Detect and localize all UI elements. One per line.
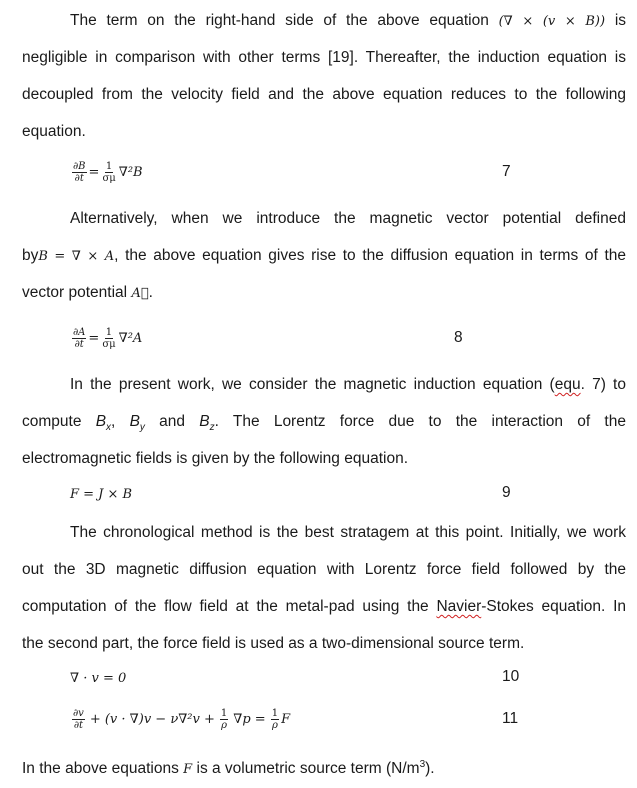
paragraph-4-line-3: computation of the flow field at the metal-pad using the Navier-Stokes equation. In	[22, 598, 626, 615]
paragraph-4-line-1: The chronological method is the best stratagem at this point. Initially, we work	[70, 524, 626, 541]
paragraph-1-line-1: The term on the right-hand side of the above equation (∇ × (v × B)) is	[70, 12, 627, 29]
paragraph-2-line-3: vector potential A⃗.	[22, 284, 153, 301]
fraction: $\frac{1}{\rho}$	[271, 707, 279, 731]
fraction: $\frac{\partial v}{\partial t}$	[73, 707, 84, 731]
equation-9: F = J × B	[70, 486, 133, 502]
equation-number-9: 9	[502, 484, 511, 501]
equation-10: ∇ · v = 0	[70, 670, 127, 686]
equation-number-8: 8	[454, 329, 463, 346]
equation-8: $\frac{\partial A}{\partial t}$ = $\frac{1}{\sigma\mu}$ ∇²A	[73, 326, 143, 350]
paragraph-1-line-4: equation.	[22, 123, 86, 140]
equation-11: $\frac{\partial v}{\partial t}$ + (v · ∇)v − ν∇²v + $\frac{1}{\rho}$ ∇p = $\frac{1}{\rho}$ F	[73, 707, 291, 731]
paragraph-5	[22, 746, 626, 783]
paragraph-3	[22, 366, 626, 477]
paragraph-2	[22, 200, 626, 311]
paragraph-3-line-2: compute $B_x$, $B_y$ and $B_z$. The Lorentz force due to the interaction of the	[22, 413, 626, 434]
equation-number-10: 10	[502, 668, 520, 685]
paragraph-4-line-4: the second part, the force field is used as a two-dimensional source term.	[22, 635, 525, 652]
paragraph-3-line-3: electromagnetic fields is given by the following equation.	[22, 450, 409, 467]
fraction: $\frac{\partial A}{\partial t}$	[73, 326, 86, 350]
fraction: $\frac{1}{\sigma\mu}$	[102, 326, 116, 350]
paragraph-2-line-1: Alternatively, when we introduce the magnetic vector potential defined	[70, 210, 626, 227]
paragraph-4-line-2: out the 3D magnetic diffusion equation with Lorentz force field followed by the	[22, 561, 626, 578]
equation-number-7: 7	[502, 163, 511, 180]
fraction: $\frac{1}{\rho}$	[220, 707, 228, 731]
spellcheck-flag: equ	[554, 376, 581, 393]
equation-number-11: 11	[502, 710, 519, 727]
equation-7: $\frac{\partial B}{\partial t}$ = $\frac{1}{\sigma\mu}$ ∇²B	[73, 160, 143, 184]
paragraph-1-line-2: negligible in comparison with other terms [19]. Thereafter, the induction equation is	[22, 49, 626, 66]
paragraph-1-line-3: decoupled from the velocity field and the above equation reduces to the following	[22, 86, 626, 103]
fraction: $\frac{\partial B}{\partial t}$	[73, 160, 86, 184]
spellcheck-flag: Navier	[436, 598, 482, 615]
paragraph-5-line-1: In the above equations F is a volumetric source term $(N/m^3)$.	[22, 759, 435, 778]
inline-math: (∇ × (v × B))	[498, 14, 606, 29]
paragraph-2-line-2: byB = ∇ × A, the above equation gives rise to the diffusion equation in terms of the	[22, 247, 626, 264]
paragraph-3-line-1: In the present work, we consider the magnetic induction equation (equ. 7) to	[70, 376, 626, 393]
paragraph-4	[22, 514, 626, 662]
paragraph-1	[22, 2, 626, 150]
fraction: $\frac{1}{\sigma\mu}$	[102, 160, 116, 184]
